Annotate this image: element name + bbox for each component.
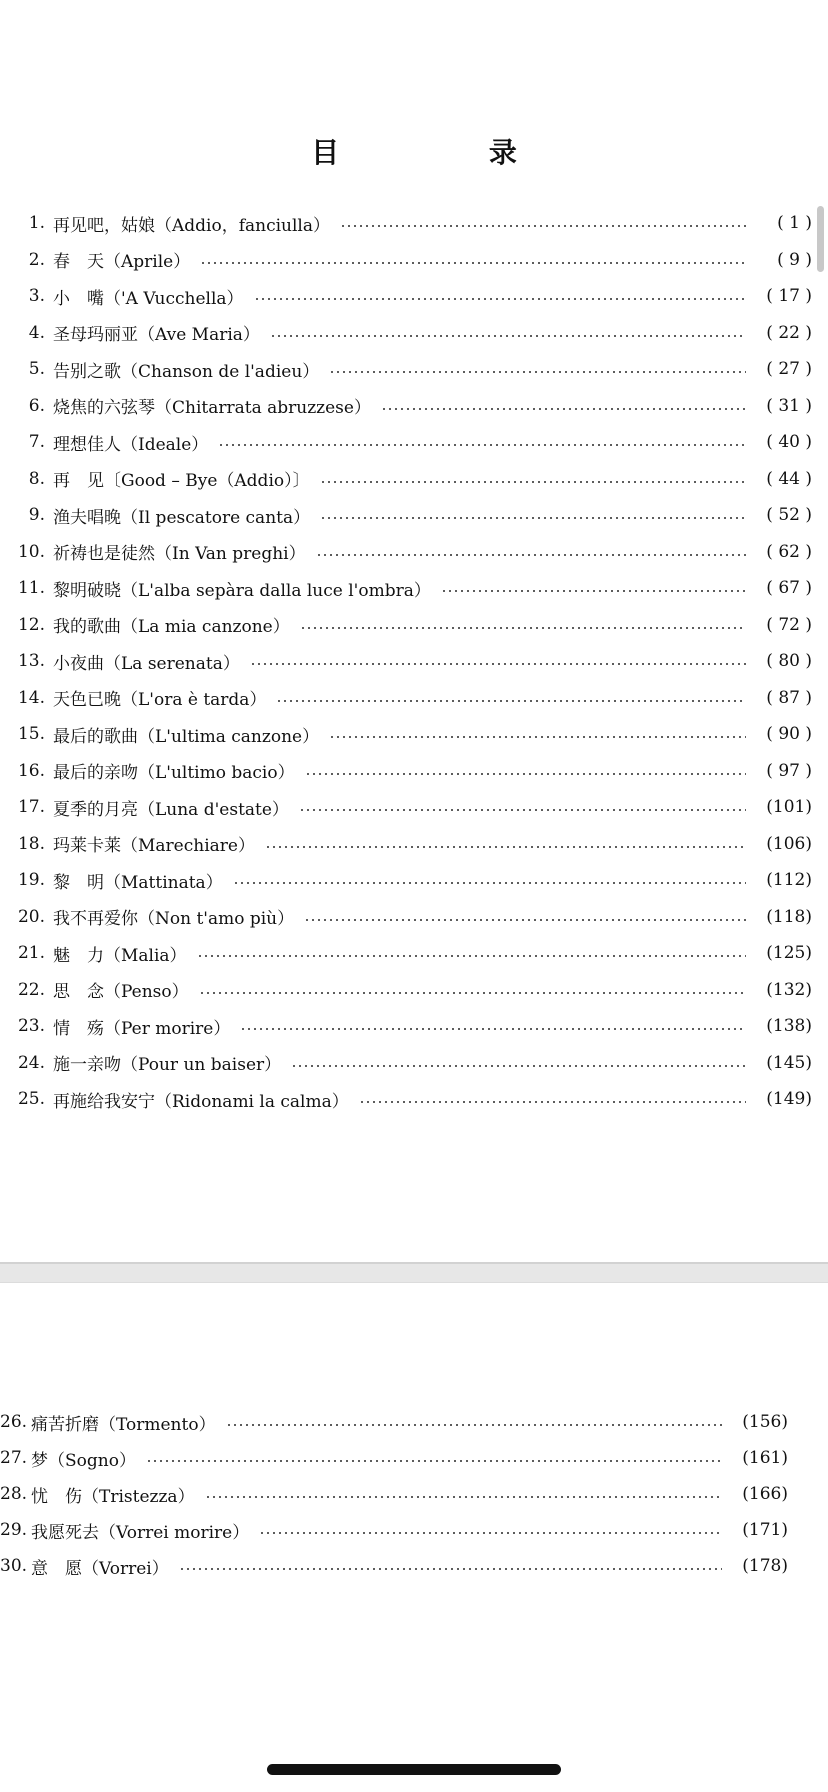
toc-entry-page: ( 52 ) [766, 505, 812, 526]
toc-entry-number: 23. [17, 1016, 45, 1037]
toc-entry-title: 再 见〔Good – Bye（Addio）〕 [53, 471, 310, 492]
toc-entry-number: 17. [17, 797, 45, 818]
toc-entry-title: 施一亲吻（Pour un baiser） [53, 1055, 282, 1076]
toc-entry-number: 14. [17, 687, 45, 708]
toc-entry-page: ( 40 ) [766, 432, 812, 453]
toc-entry-number: 21. [17, 943, 45, 964]
dot-leader [254, 298, 746, 300]
toc-entry-title: 我愿死去（Vorrei morire） [31, 1522, 250, 1543]
toc-entry-title: 小 嘴（'A Vucchella） [53, 288, 244, 309]
dot-leader [305, 773, 746, 775]
toc-entry-title: 圣母玛丽亚（Ave Maria） [53, 325, 260, 346]
toc-entry-number: 20. [17, 906, 45, 927]
toc-entry[interactable] [0, 424, 828, 461]
toc-entry[interactable] [0, 643, 828, 680]
dot-leader [259, 1532, 722, 1534]
toc-entry-title: 梦（Sogno） [31, 1450, 136, 1471]
dot-leader [300, 627, 746, 629]
toc-entry[interactable] [0, 1548, 828, 1584]
dot-leader [329, 371, 746, 373]
toc-entry-title: 祈祷也是徒然（In Van preghi） [53, 544, 306, 565]
home-indicator[interactable] [267, 1764, 561, 1775]
toc-entry-page: ( 90 ) [766, 724, 812, 745]
dot-leader [320, 481, 746, 483]
toc-entry-page: (161) [742, 1448, 788, 1468]
dot-leader [200, 262, 746, 264]
toc-entry-page: (106) [766, 833, 812, 854]
dot-leader [197, 955, 746, 957]
toc-entry-number: 18. [17, 833, 45, 854]
dot-leader [233, 882, 746, 884]
toc-entry-title: 玛莱卡莱（Marechiare） [53, 836, 255, 857]
dot-leader [276, 700, 746, 702]
toc-entry-page: ( 44 ) [766, 468, 812, 489]
dot-leader [304, 919, 746, 921]
toc-entry-title: 我的歌曲（La mia canzone） [53, 617, 290, 638]
toc-entry-page: ( 80 ) [766, 651, 812, 672]
toc-entry-number: 19. [17, 870, 45, 891]
toc-entry-page: (112) [766, 870, 812, 891]
dot-leader [146, 1460, 722, 1462]
page-title: 目 录 [311, 136, 587, 169]
toc-entry[interactable] [0, 789, 828, 826]
dot-leader [329, 736, 746, 738]
toc-entry[interactable] [0, 1476, 828, 1512]
dot-leader [199, 992, 746, 994]
toc-entry-title: 情 殇（Per morire） [53, 1018, 231, 1039]
toc-entry-page: ( 22 ) [766, 322, 812, 343]
toc-entry[interactable] [0, 497, 828, 534]
toc-entry-title: 意 愿（Vorrei） [31, 1558, 169, 1579]
dot-leader [265, 846, 746, 848]
toc-entry-page: ( 27 ) [766, 359, 812, 380]
toc-entry[interactable] [0, 899, 828, 936]
toc-entry-number: 1. [28, 213, 45, 234]
toc-entry-page: (101) [766, 797, 812, 818]
toc-entry-page: ( 72 ) [766, 614, 812, 635]
toc-entry-number: 12. [17, 614, 45, 635]
toc-entry[interactable] [0, 1512, 828, 1548]
toc-entry-page: ( 31 ) [766, 395, 812, 416]
toc-entry-title: 再施给我安宁（Ridonami la calma） [53, 1091, 349, 1112]
toc-entry-title: 告别之歌（Chanson de l'adieu） [53, 361, 320, 382]
dot-leader [205, 1496, 722, 1498]
toc-entry-number: 8. [28, 468, 45, 489]
toc-entry-page: ( 67 ) [766, 578, 812, 599]
toc-entry[interactable] [0, 1045, 828, 1082]
toc-entry-title: 天色已晚（L'ora è tarda） [53, 690, 267, 711]
toc-entry[interactable] [0, 351, 828, 388]
toc-entry-title: 忧 伤（Tristezza） [31, 1486, 195, 1507]
toc-entry[interactable] [0, 753, 828, 790]
toc-entry[interactable] [0, 607, 828, 644]
toc-entry-page: (171) [742, 1520, 788, 1540]
toc-entry[interactable] [0, 716, 828, 753]
toc-entry-number: 26. [0, 1412, 28, 1432]
toc-entry-page: ( 9 ) [777, 249, 812, 270]
toc-entry[interactable] [0, 972, 828, 1009]
toc-entry[interactable] [0, 315, 828, 352]
dot-leader [226, 1424, 722, 1426]
dot-leader [316, 554, 746, 556]
toc-entry-number: 28. [0, 1484, 28, 1504]
toc-entry-page: (138) [766, 1016, 812, 1037]
toc-entry-number: 16. [17, 760, 45, 781]
toc-entry-number: 6. [28, 395, 45, 416]
toc-entry[interactable] [0, 826, 828, 863]
toc-entry-page: ( 97 ) [766, 760, 812, 781]
toc-entry-title: 渔夫唱晚（Il pescatore canta） [53, 507, 311, 528]
toc-entry[interactable] [0, 242, 828, 279]
toc-entry-title: 魅 力（Malia） [53, 945, 187, 966]
dot-leader [299, 809, 746, 811]
toc-list-page-1 [0, 205, 828, 1118]
toc-entry-number: 10. [17, 541, 45, 562]
toc-entry-number: 15. [17, 724, 45, 745]
toc-entry[interactable] [0, 388, 828, 425]
dot-leader [359, 1101, 746, 1103]
toc-entry-page: ( 62 ) [766, 541, 812, 562]
toc-entry[interactable] [0, 461, 828, 498]
toc-entry-title: 我不再爱你（Non t'amo più） [53, 909, 295, 930]
toc-entry-title: 小夜曲（La serenata） [53, 653, 240, 674]
toc-entry-title: 最后的歌曲（L'ultima canzone） [53, 726, 320, 747]
dot-leader [240, 1028, 746, 1030]
toc-list-page-2 [0, 1404, 828, 1584]
toc-entry[interactable] [0, 570, 828, 607]
toc-entry-page: (118) [766, 906, 812, 927]
toc-entry[interactable] [0, 862, 828, 899]
toc-entry-title: 再见吧，姑娘（Addio，fanciulla） [53, 215, 331, 236]
dot-leader [340, 225, 746, 227]
dot-leader [218, 444, 746, 446]
toc-entry-page: ( 17 ) [766, 286, 812, 307]
toc-entry-number: 5. [28, 359, 45, 380]
toc-entry-number: 9. [28, 505, 45, 526]
toc-entry-title: 烧焦的六弦琴（Chitarrata abruzzese） [53, 398, 371, 419]
page-divider [0, 1262, 828, 1283]
dot-leader [250, 663, 746, 665]
dot-leader [381, 408, 746, 410]
toc-entry-number: 2. [28, 249, 45, 270]
toc-entry-number: 24. [17, 1052, 45, 1073]
toc-entry-title: 思 念（Penso） [53, 982, 189, 1003]
toc-entry-title: 夏季的月亮（Luna d'estate） [53, 799, 289, 820]
toc-entry[interactable] [0, 1404, 828, 1440]
toc-entry-page: (178) [742, 1556, 788, 1576]
toc-entry-page: (145) [766, 1052, 812, 1073]
toc-entry-number: 27. [0, 1448, 28, 1468]
toc-entry-number: 13. [17, 651, 45, 672]
toc-entry-number: 30. [0, 1556, 28, 1576]
toc-entry[interactable] [0, 1440, 828, 1476]
dot-leader [320, 517, 746, 519]
toc-entry-page: (125) [766, 943, 812, 964]
toc-entry[interactable] [0, 205, 828, 242]
dot-leader [441, 590, 746, 592]
toc-entry[interactable] [0, 680, 828, 717]
toc-entry[interactable] [0, 534, 828, 571]
toc-entry-title: 黎明破晓（L'alba sepàra dalla luce l'ombra） [53, 580, 431, 601]
toc-entry-title: 最后的亲吻（L'ultimo bacio） [53, 763, 295, 784]
toc-entry[interactable] [0, 935, 828, 972]
toc-entry-title: 理想佳人（Ideale） [53, 434, 209, 455]
toc-entry-page: ( 87 ) [766, 687, 812, 708]
toc-entry-page: (132) [766, 979, 812, 1000]
scrollbar[interactable] [817, 206, 824, 272]
toc-entry-number: 25. [17, 1089, 45, 1110]
toc-entry-number: 3. [28, 286, 45, 307]
toc-entry-number: 7. [28, 432, 45, 453]
toc-entry-number: 22. [17, 979, 45, 1000]
toc-entry-title: 春 天（Aprile） [53, 252, 191, 273]
toc-entry[interactable] [0, 278, 828, 315]
toc-entry-number: 29. [0, 1520, 28, 1540]
toc-entry-page: (156) [742, 1412, 788, 1432]
toc-entry-page: (166) [742, 1484, 788, 1504]
dot-leader [179, 1568, 722, 1570]
dot-leader [270, 335, 746, 337]
toc-entry-page: (149) [766, 1089, 812, 1110]
toc-entry[interactable] [0, 1008, 828, 1045]
toc-entry-title: 黎 明（Mattinata） [53, 872, 223, 893]
toc-entry-page: ( 1 ) [777, 213, 812, 234]
toc-entry[interactable] [0, 1081, 828, 1118]
toc-entry-number: 11. [17, 578, 45, 599]
toc-entry-number: 4. [28, 322, 45, 343]
toc-entry-title: 痛苦折磨（Tormento） [31, 1414, 216, 1435]
dot-leader [291, 1065, 746, 1067]
